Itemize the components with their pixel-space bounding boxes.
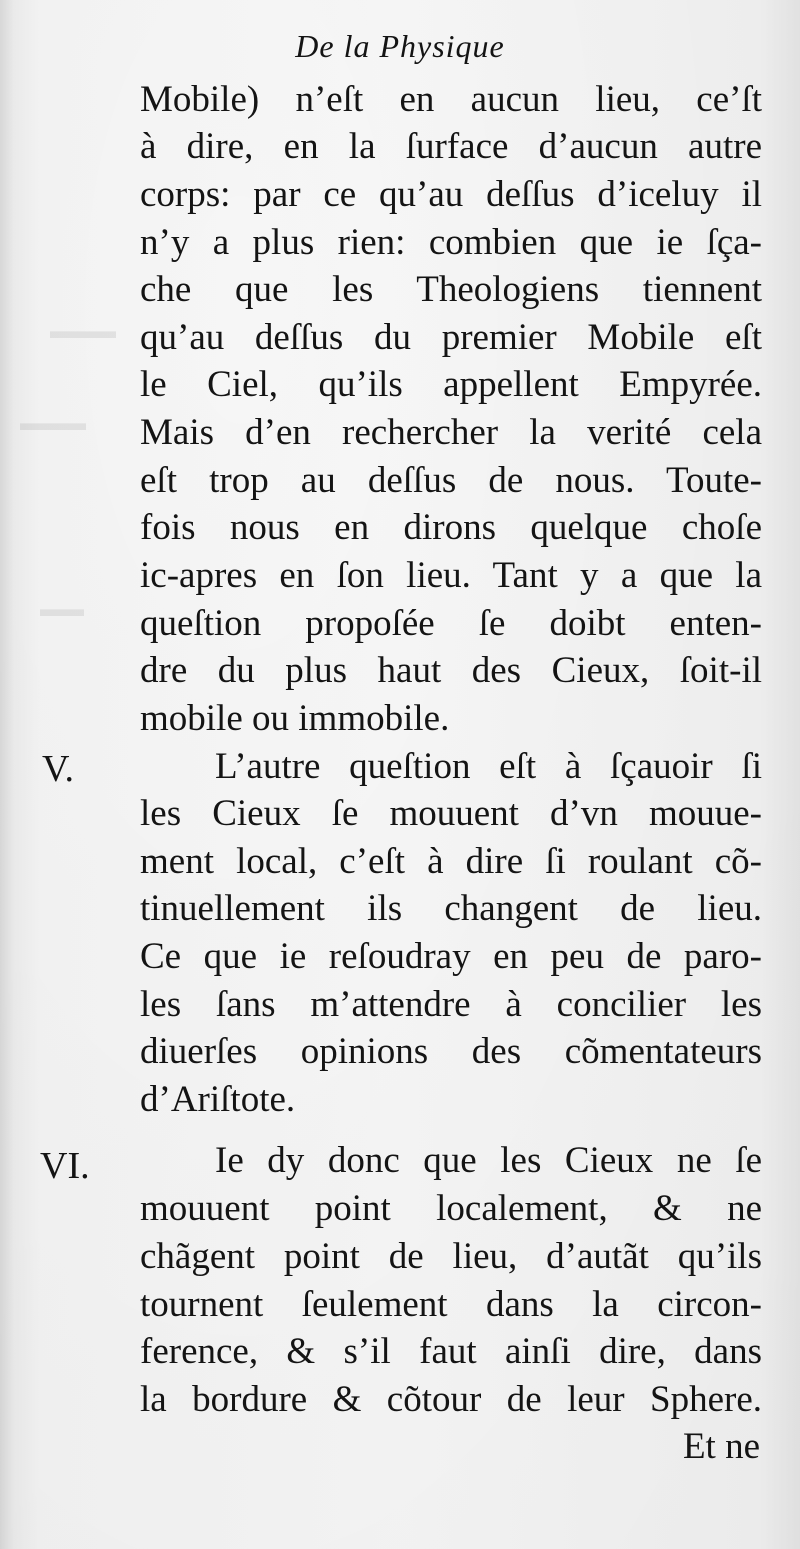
text-line: à dire, en la ſurface d’aucun autre	[140, 126, 762, 167]
text-line: Ie dy donc que les Cieux ne ſe	[215, 1140, 762, 1181]
text-line: ference, & s’il faut ainſi dire, dans	[140, 1331, 762, 1372]
show-through-mark: ▬▬▬	[20, 410, 86, 435]
text-line: tinuellement ils changent de lieu.	[140, 888, 762, 929]
text-line: le Ciel, qu’ils appellent Empyrée.	[140, 364, 762, 405]
margin-note-v: V.	[42, 748, 75, 790]
text-line: queſtion propoſée ſe doibt enten-	[140, 603, 762, 644]
text-line: fois nous en dirons quelque choſe	[140, 507, 762, 548]
show-through-mark: ▬▬	[40, 596, 84, 621]
text-line: la bordure & cõtour de leur Sphere.	[140, 1379, 762, 1420]
text-line: L’autre queſtion eſt à ſçauoir ſi	[215, 746, 762, 787]
text-line: n’y a plus rien: combien que ie ſça-	[140, 222, 762, 263]
text-line: dre du plus haut des Cieux, ſoit-il	[140, 650, 762, 691]
running-header: De la Physique	[295, 28, 505, 64]
text-line: qu’au deſſus du premier Mobile eſt	[140, 317, 762, 358]
text-line: d’Ariſtote.	[140, 1079, 296, 1120]
text-line: les ſans m’attendre à concilier les	[140, 984, 762, 1025]
text-line: mobile ou immobile.	[140, 698, 450, 739]
catchword: Et ne	[682, 1426, 760, 1467]
text-line: Mais d’en rechercher la verité cela	[140, 412, 762, 453]
text-line: corps: par ce qu’au deſſus d’iceluy il	[140, 174, 762, 215]
text-line: Ce que ie reſoudray en peu de paro-	[140, 936, 762, 977]
margin-note-vi: VI.	[40, 1145, 90, 1187]
text-line: Mobile) n’eſt en aucun lieu, ce’ſt	[140, 79, 762, 120]
text-line: eſt trop au deſſus de nous. Toute-	[140, 460, 762, 501]
text-line: les Cieux ſe mouuent d’vn mouue-	[140, 793, 762, 834]
text-line: mouuent point localement, & ne	[140, 1188, 762, 1229]
text-line: ment local, c’eſt à dire ſi roulant cõ-	[140, 841, 762, 882]
text-line: tournent ſeulement dans la circon-	[140, 1284, 762, 1325]
show-through-mark: ▬▬▬	[50, 318, 116, 343]
text-line: chãgent point de lieu, d’autãt qu’ils	[140, 1236, 762, 1277]
text-line: ic-apres en ſon lieu. Tant y a que la	[140, 555, 762, 596]
text-line: diuerſes opinions des cõmentateurs	[140, 1031, 762, 1072]
text-line: che que les Theologiens tiennent	[140, 269, 762, 310]
